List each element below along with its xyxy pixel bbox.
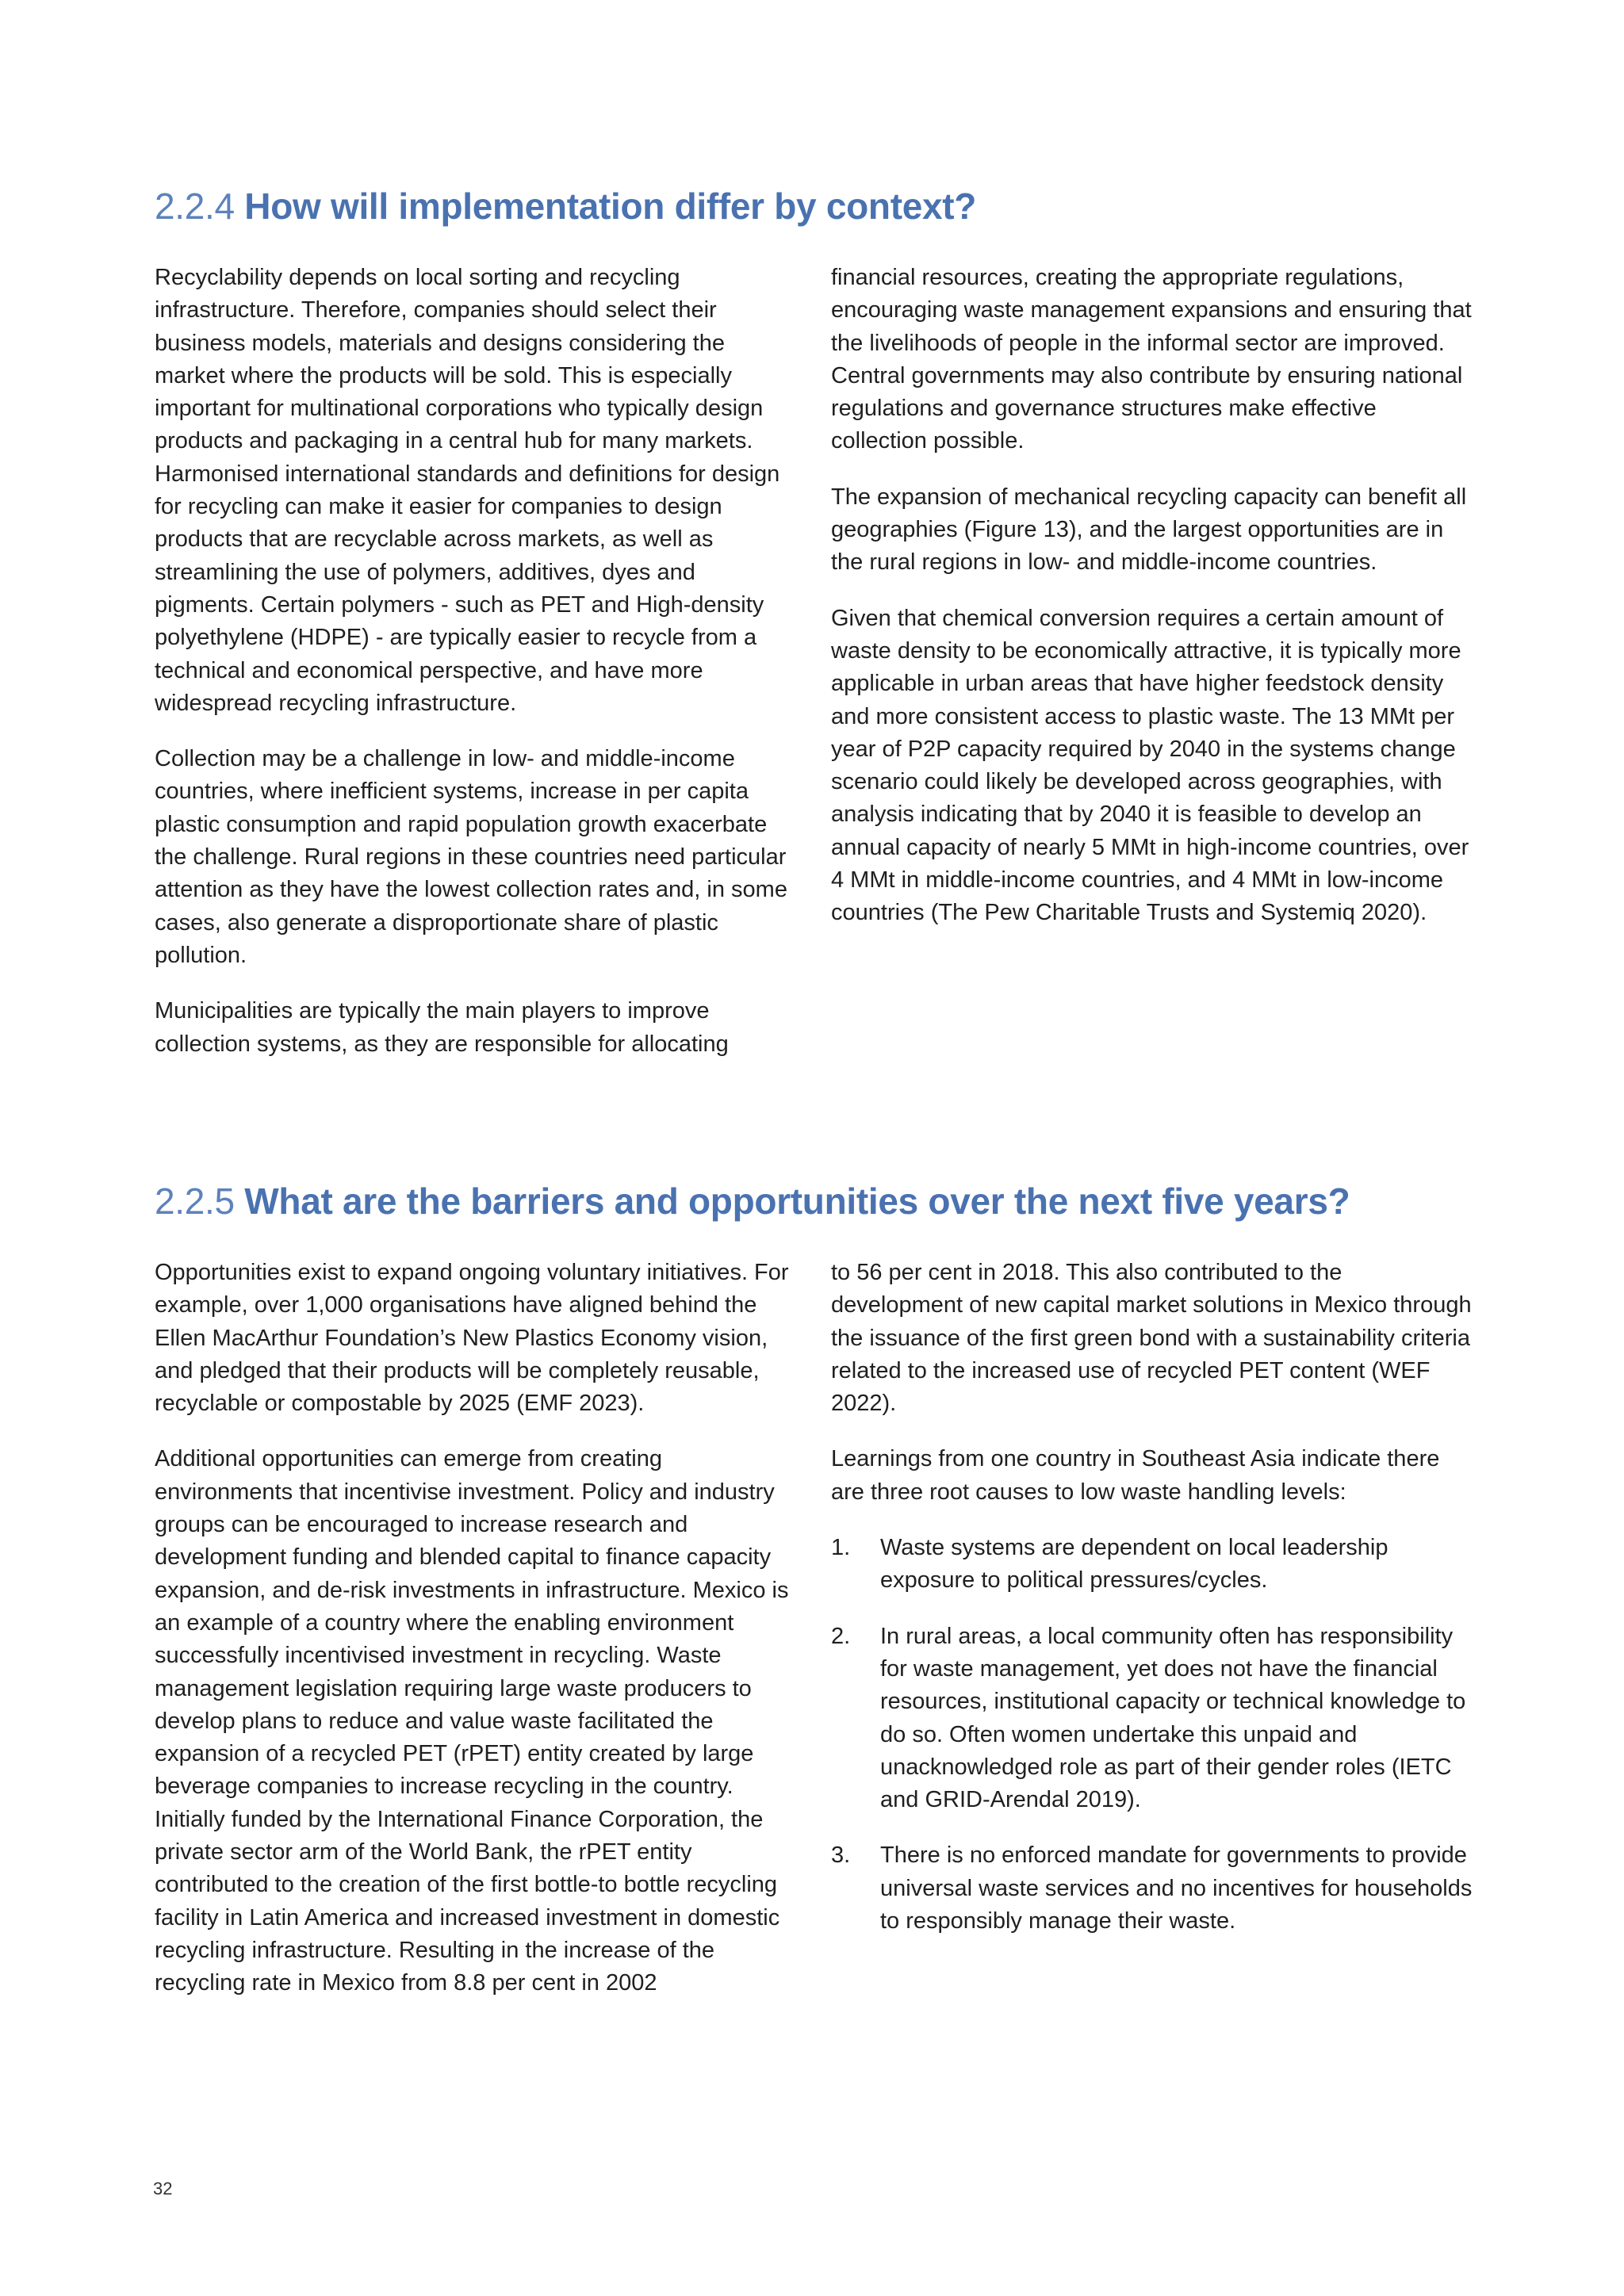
section-heading bbox=[155, 182, 1471, 230]
paragraph: to 56 per cent in 2018. This also contributed to the development of new capital market solutions in Mexico through the issuance of the first green bond with a sustainability criteria related to the increased use of recycled PET content (WEF 2022). bbox=[831, 1260, 1472, 1417]
list-item bbox=[831, 1532, 1477, 1598]
paragraph: Collection may be a challenge in low- and middle-income countries, where inefficient systems, increase in per capita plastic consumption and rapid population growth exacerbate the challenge. Rural regions in these countries need particular attention as they have the lowest collection rates and, in some cases, also generate a disproportionate share of plastic pollution. bbox=[155, 746, 787, 968]
list-item bbox=[831, 1839, 1477, 1938]
left-column bbox=[155, 1257, 801, 2023]
list-number: 1. bbox=[831, 1535, 851, 1561]
paragraph: The expansion of mechanical recycling capacity can benefit all geographies (Figure 13), and the largest opportunities are in the rural regions in low- and middle-income countries. bbox=[831, 484, 1467, 576]
section-title: What are the barriers and opportunities over the next five years? bbox=[244, 1181, 1350, 1222]
list-text: In rural areas, a local community often has responsibility for waste management, yet does not have the financial resources, institutional capacity or technical knowledge to do so. Often women undertake this unpaid and unacknowledged role as part of their gender roles (IETC and GRID-Arendal 2019). bbox=[880, 1623, 1466, 1813]
section-number: 2.2.5 bbox=[155, 1181, 235, 1222]
numbered-list bbox=[831, 1532, 1477, 1938]
list-item bbox=[831, 1621, 1477, 1817]
paragraph: Opportunities exist to expand ongoing voluntary initiatives. For example, over 1,000 organisations have aligned behind the Ellen MacArthur Foundation’s New Plastics Economy vision, and pledged that their products will be completely reusable, recyclable or compostable by 2025 (EMF 2023). bbox=[155, 1260, 789, 1417]
paragraph: financial resources, creating the appropriate regulations, encouraging waste management expansions and ensuring that the livelihoods of people in the informal sector are improved. Central governments may also contribute by ensuring national regulations and governance structures make effective collection possible. bbox=[831, 265, 1472, 454]
list-text: There is no enforced mandate for governments to provide universal waste services and no incentives for households to responsibly manage their waste. bbox=[880, 1843, 1473, 1934]
page-number: 32 bbox=[153, 2179, 173, 2198]
section-2-2-4 bbox=[155, 182, 1472, 1057]
list-number: 3. bbox=[831, 1843, 851, 1869]
right-column bbox=[831, 1257, 1477, 1961]
paragraph: Recyclability depends on local sorting and recycling infrastructure. Therefore, companies should select their business models, materials and designs considering the market where the products will be sold. This is especially important for multinational corporations who typically design products and packaging in a central hub for many markets. Harmonised international standards and definitions for design for recycling can make it easier for companies to design products that are recyclable across markets, as well as streamlining the use of polymers, additives, dyes and pigments. Certain polymers - such as PET and High-density polyethylene (HDPE) - are typically easier to recycle from a technical and economical perspective, and have more widespread recycling infrastructure. bbox=[155, 265, 780, 716]
paragraph: Municipalities are typically the main players to improve collection systems, as they are responsible for allocating bbox=[155, 998, 729, 1057]
list-number: 2. bbox=[831, 1623, 851, 1649]
paragraph: Additional opportunities can emerge from creating environments that incentivise investment. Policy and industry groups can be encouraged to increase research and development funding and blended capital to finance capacity expansion, and de-risk investments in infrastructure. Mexico is an example of a country where the enabling environment successfully incentivised investment in recycling. Waste management legislation requiring large waste producers to develop plans to reduce and value waste facilitated the expansion of a recycled PET (rPET) entity created by large beverage companies to increase recycling in the country. Initially funded by the International Finance Corporation, the private sector arm of the World Bank, the rPET entity contributed to the creation of the first bottle-to bottle recycling facility in Latin America and increased investment in domestic recycling infrastructure. Resulting in the increase of the recycling rate in Mexico from 8.8 per cent in 2002 bbox=[155, 1446, 789, 1996]
section-heading bbox=[155, 1177, 1471, 1225]
section-title: How will implementation differ by context? bbox=[244, 186, 977, 227]
section-2-2-5 bbox=[155, 1177, 1473, 1996]
right-column bbox=[831, 262, 1477, 953]
paragraph: Learnings from one country in Southeast Asia indicate there are three root causes to low waste handling levels: bbox=[831, 1446, 1440, 1505]
list-text: Waste systems are dependent on local leadership exposure to political pressures/cycles. bbox=[880, 1535, 1388, 1594]
paragraph: Given that chemical conversion requires a certain amount of waste density to be economically attractive, it is typically more applicable in urban areas that have higher feedstock density and more consistent access to plastic waste. The 13 MMt per year of P2P capacity required by 2040 in the systems change scenario could likely be developed across geographies, with analysis indicating that by 2040 it is feasible to develop an annual capacity of nearly 5 MMt in high-income countries, over 4 MMt in middle-income countries, and 4 MMt in low-income countries (The Pew Charitable Trusts and Systemiq 2020). bbox=[831, 605, 1469, 926]
section-number: 2.2.4 bbox=[155, 186, 235, 227]
left-column bbox=[155, 262, 801, 1084]
